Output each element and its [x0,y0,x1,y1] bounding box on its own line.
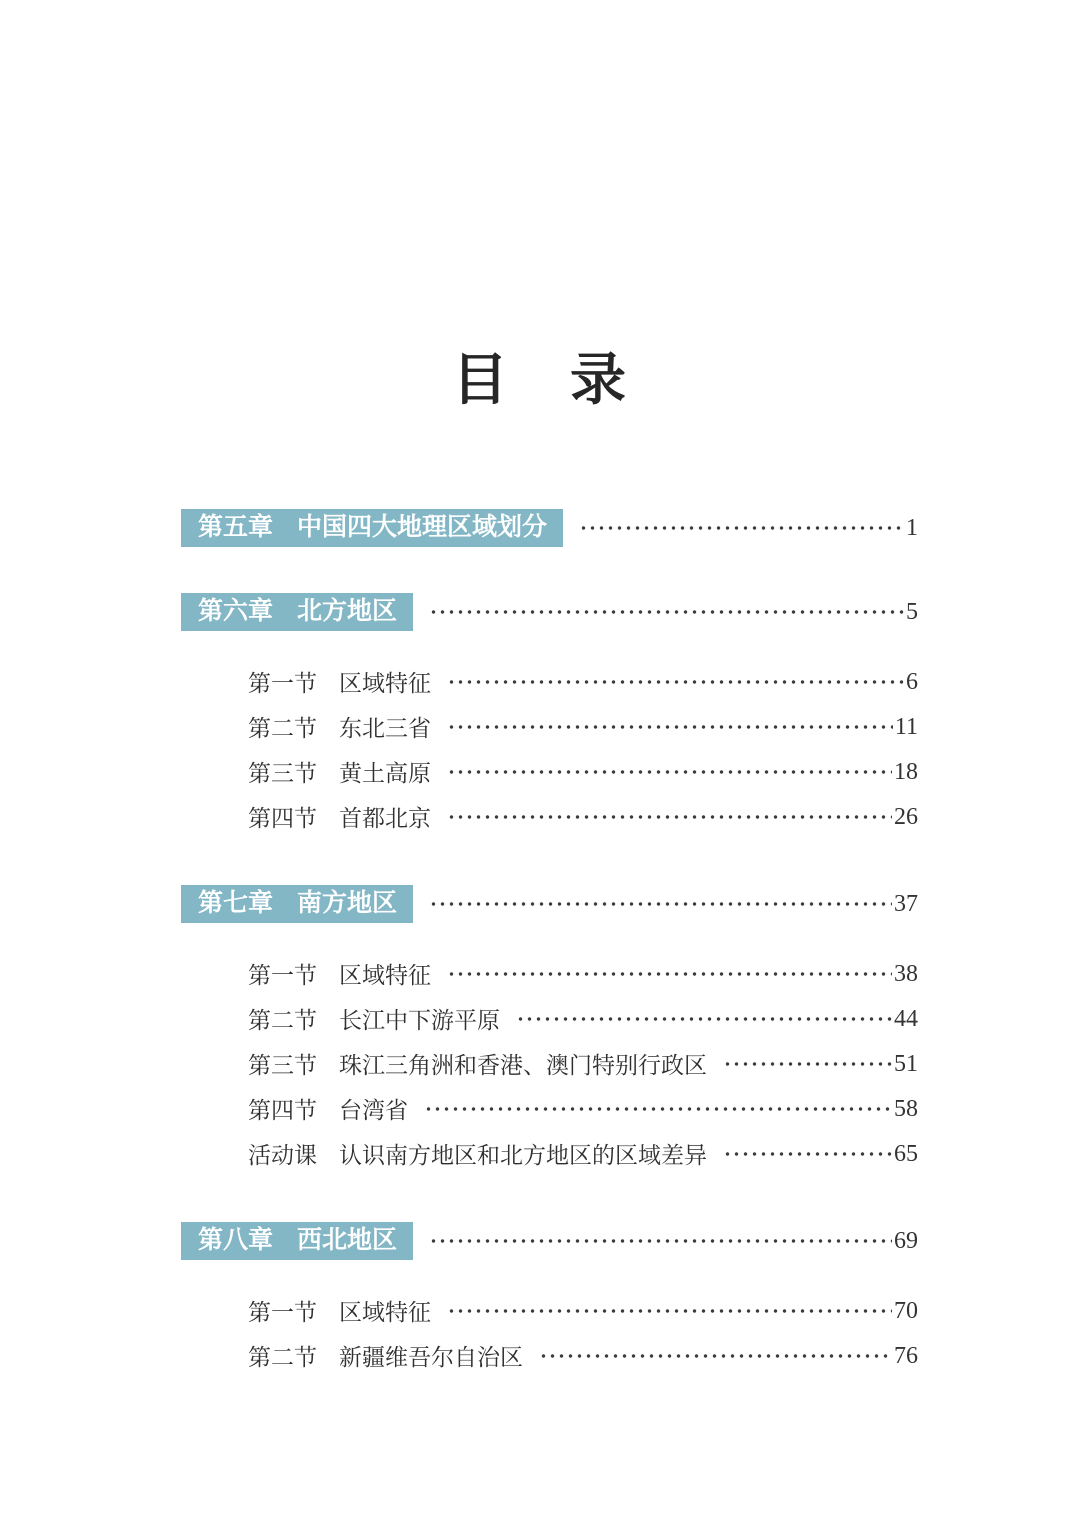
toc-chapter-block [181,509,918,547]
chapter-sections [181,951,918,1176]
dot-leader [447,677,904,687]
toc-chapter-row [181,1222,918,1260]
toc-section-row [181,1333,918,1378]
dot-leader [723,1059,892,1069]
chapter-heading-box [181,1222,413,1260]
section-title: 区域特征 [339,963,431,989]
page-title: 目 录 [452,350,628,412]
chapter-page-number: 1 [906,515,918,542]
toc-chapter-block [181,1222,918,1378]
dot-leader [539,1351,892,1361]
toc-list [0,509,1080,1378]
toc-chapter-row [181,509,918,547]
toc-section-row [181,794,918,839]
chapter-page-number: 69 [894,1228,918,1255]
section-page-number: 11 [894,713,918,740]
chapter-title: 北方地区 [297,598,398,626]
chapter-page-number: 5 [906,599,918,626]
section-label: 第三节 [248,1053,317,1079]
toc-chapter-block [181,593,918,839]
section-title: 台湾省 [339,1098,408,1124]
section-title: 黄土高原 [339,761,431,787]
toc-section-row [181,996,918,1041]
chapter-heading-box [181,885,413,923]
section-page-number: 76 [894,1342,918,1369]
section-title: 东北三省 [339,716,431,742]
toc-chapter-block [181,885,918,1176]
section-page-number: 65 [894,1140,918,1167]
section-label: 第一节 [248,963,317,989]
dot-leader [579,523,904,533]
dot-leader [447,767,892,777]
chapter-label: 第五章 [198,514,274,542]
chapter-heading-box [181,593,413,631]
section-title: 新疆维吾尔自治区 [339,1345,523,1371]
section-page-number: 51 [894,1050,918,1077]
toc-section-row [181,951,918,996]
section-title: 区域特征 [339,671,431,697]
toc-section-row [181,1041,918,1086]
section-label: 第四节 [248,806,317,832]
chapter-title: 中国四大地理区域划分 [297,514,548,542]
toc-chapter-row [181,885,918,923]
section-label: 第一节 [248,1300,317,1326]
section-page-number: 70 [894,1297,918,1324]
chapter-sections [181,659,918,839]
chapter-label: 第八章 [198,1227,274,1255]
chapter-title: 南方地区 [297,890,398,918]
dot-leader [447,1306,892,1316]
section-page-number: 58 [894,1095,918,1122]
section-title: 区域特征 [339,1300,431,1326]
section-label: 第一节 [248,671,317,697]
section-label: 第二节 [248,1345,317,1371]
dot-leader [447,722,893,732]
toc-section-row [181,659,918,704]
dot-leader [516,1014,892,1024]
section-title: 认识南方地区和北方地区的区域差异 [339,1143,707,1169]
section-label: 活动课 [248,1143,317,1169]
section-label: 第三节 [248,761,317,787]
dot-leader [447,812,892,822]
chapter-heading-box [181,509,563,547]
section-label: 第二节 [248,1008,317,1034]
dot-leader [429,1236,892,1246]
dot-leader [424,1104,892,1114]
toc-section-row [181,1131,918,1176]
section-page-number: 38 [894,960,918,987]
dot-leader [429,899,892,909]
section-page-number: 18 [894,758,918,785]
toc-chapter-row [181,593,918,631]
section-title: 首都北京 [339,806,431,832]
dot-leader [429,607,904,617]
chapter-label: 第六章 [198,598,274,626]
dot-leader [447,969,892,979]
dot-leader [723,1149,892,1159]
toc-section-row [181,1086,918,1131]
section-page-number: 44 [894,1005,918,1032]
section-label: 第二节 [248,716,317,742]
chapter-title: 西北地区 [297,1227,398,1255]
chapter-label: 第七章 [198,890,274,918]
chapter-page-number: 37 [894,891,918,918]
section-title: 珠江三角洲和香港、澳门特别行政区 [339,1053,707,1079]
toc-section-row [181,704,918,749]
section-page-number: 26 [894,803,918,830]
section-page-number: 6 [906,668,918,695]
section-label: 第四节 [248,1098,317,1124]
chapter-sections [181,1288,918,1378]
toc-section-row [181,749,918,794]
toc-section-row [181,1288,918,1333]
section-title: 长江中下游平原 [339,1008,500,1034]
